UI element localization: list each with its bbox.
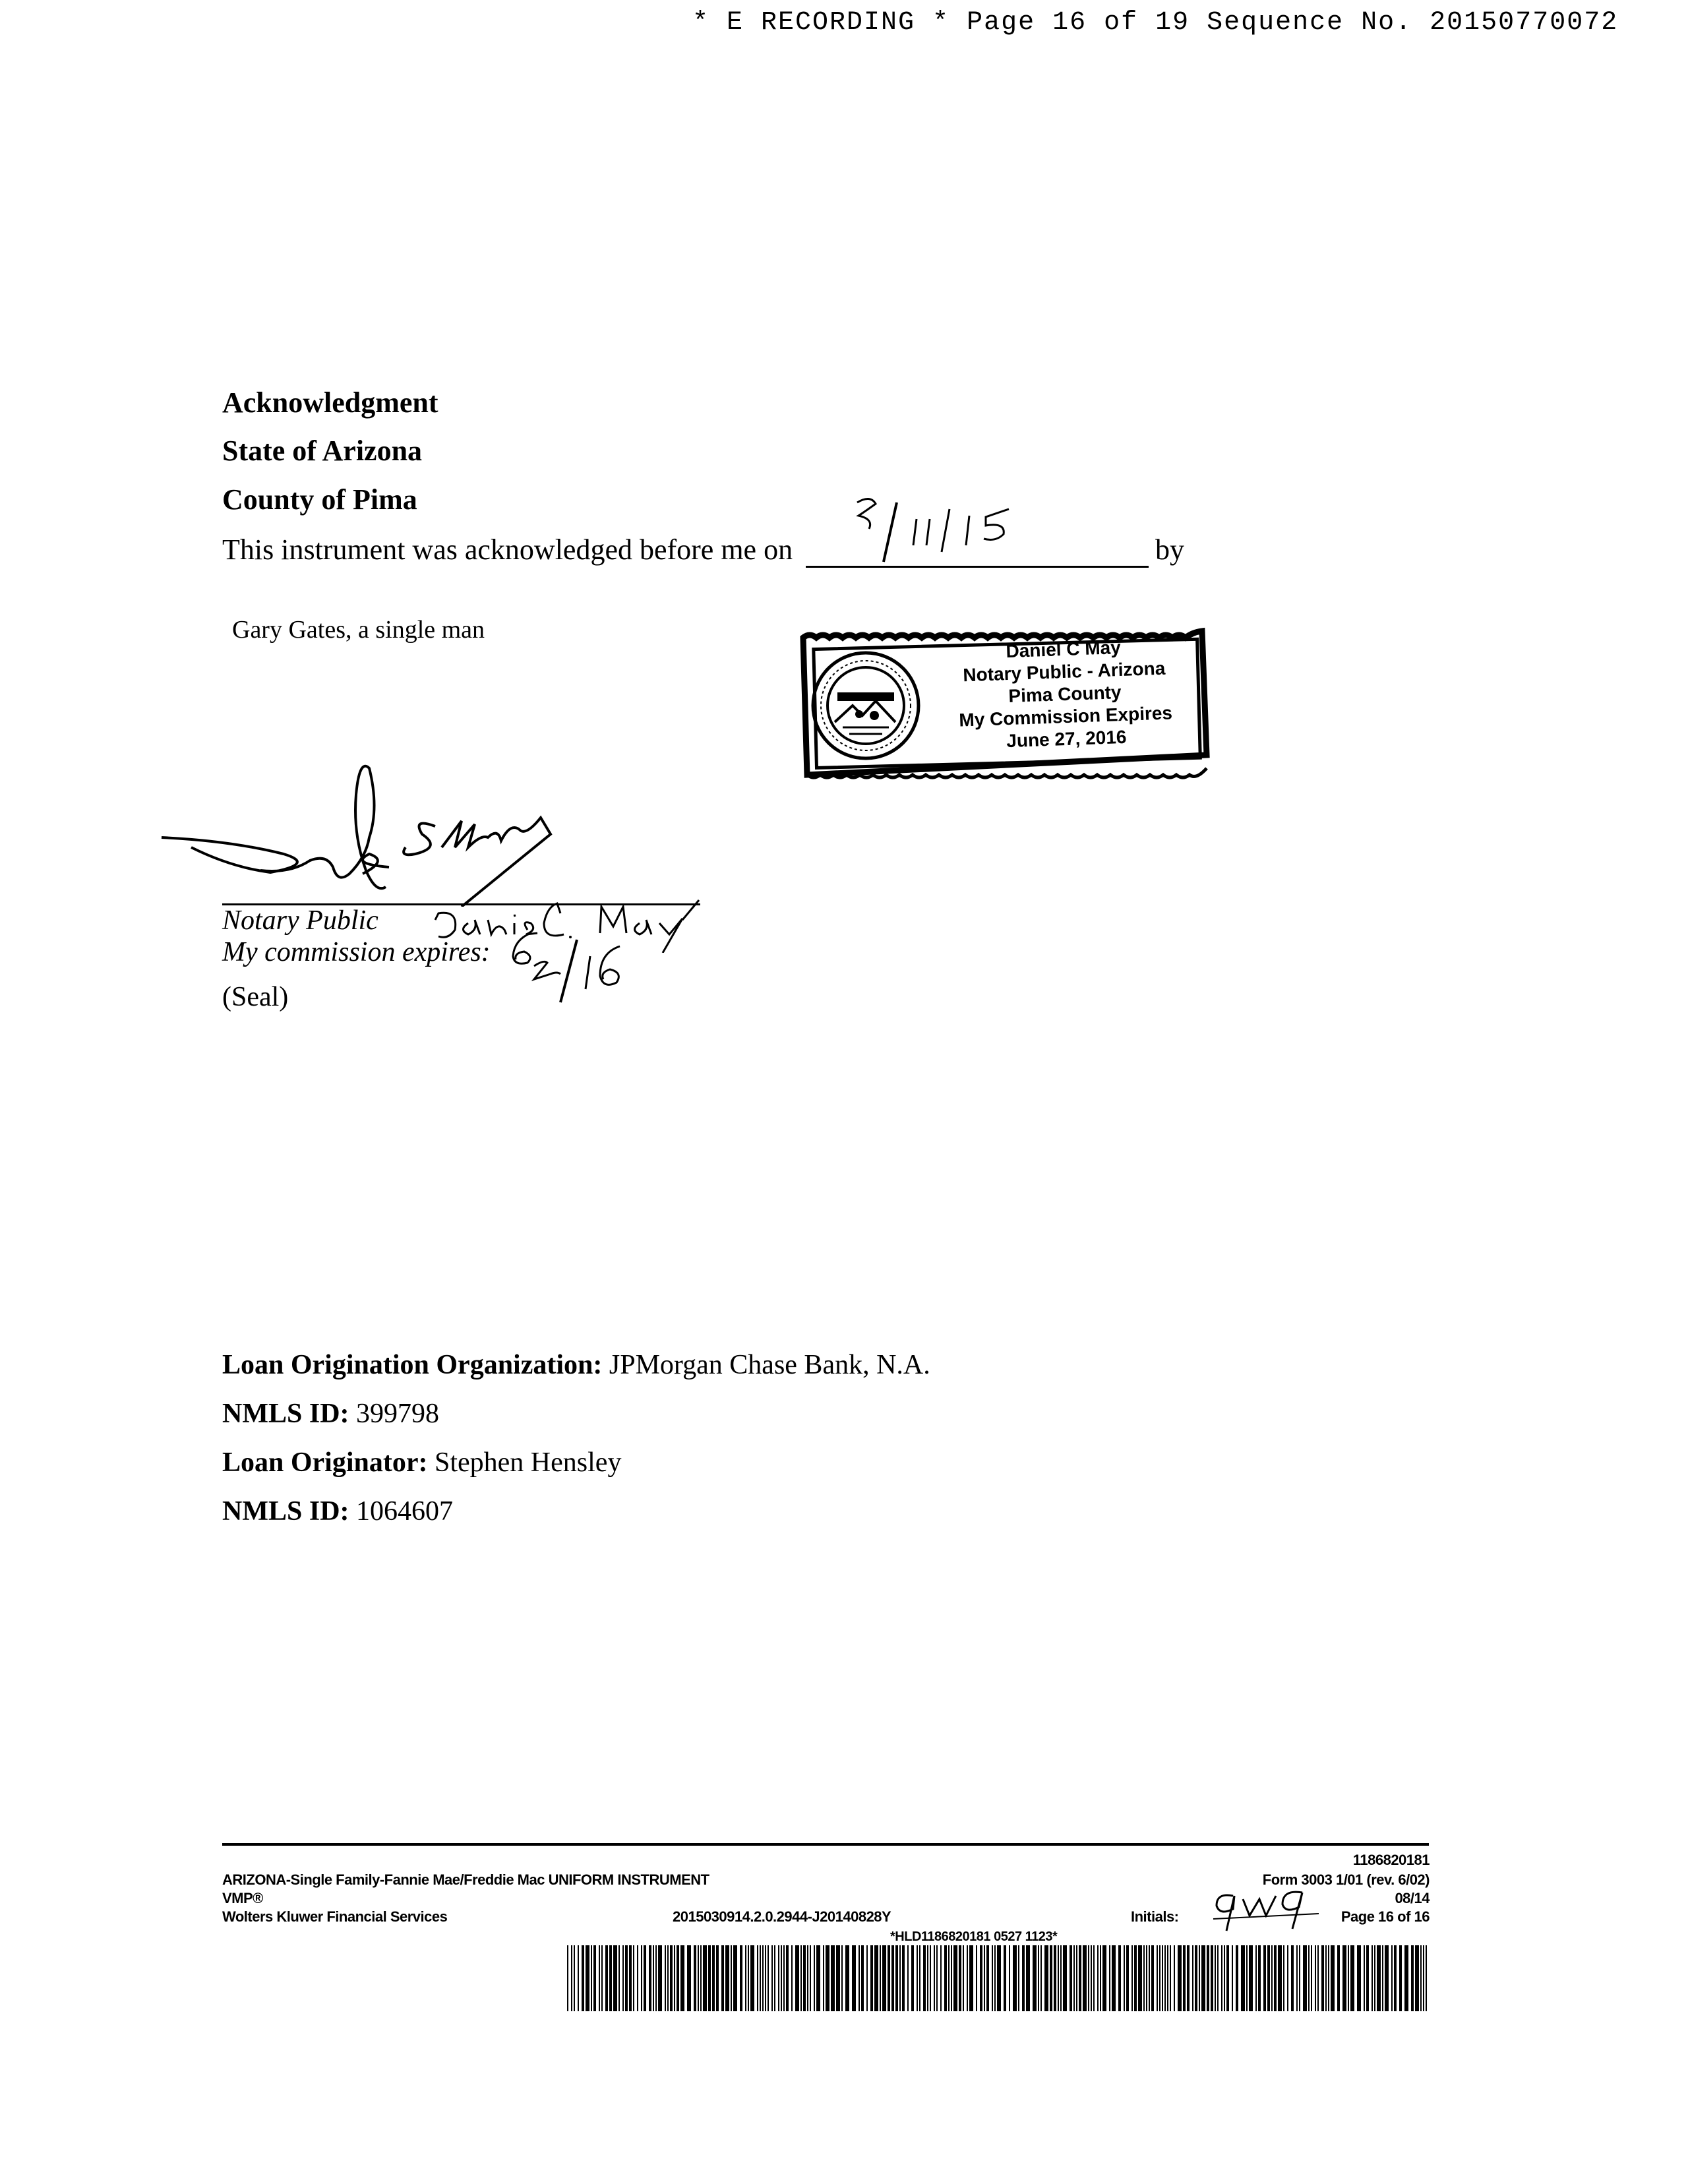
commission-expires-label: My commission expires: bbox=[222, 937, 491, 967]
barcode bbox=[567, 1945, 1430, 2011]
organization-nmls-row bbox=[222, 1398, 439, 1430]
stamp-commission-label: My Commission Expires bbox=[958, 702, 1173, 731]
acknowledgment-county: County of Pima bbox=[222, 483, 417, 516]
loan-originator-row bbox=[222, 1447, 621, 1478]
loan-originator-label: Loan Originator: bbox=[222, 1447, 428, 1478]
footer-publisher: Wolters Kluwer Financial Services bbox=[222, 1908, 448, 1925]
handwritten-date-signature bbox=[844, 489, 1042, 568]
seal-label: (Seal) bbox=[222, 982, 289, 1012]
handwritten-commission-expiry bbox=[508, 926, 653, 1006]
footer-page-number: Page 16 of 16 bbox=[1341, 1908, 1430, 1925]
loan-org-value: JPMorgan Chase Bank, N.A. bbox=[609, 1350, 930, 1380]
nmls-id-value: 399798 bbox=[356, 1399, 440, 1429]
footer-initials-label: Initials: bbox=[1131, 1908, 1179, 1925]
notary-stamp-text bbox=[924, 634, 1205, 756]
stamp-commission-date: June 27, 2016 bbox=[1006, 726, 1127, 752]
loan-origination-organization-row bbox=[222, 1349, 930, 1381]
footer-instrument-title: ARIZONA-Single Family-Fannie Mae/Freddie Mac UNIFORM INSTRUMENT bbox=[222, 1871, 709, 1888]
acknowledgment-state: State of Arizona bbox=[222, 435, 423, 467]
stamp-notary-title: Notary Public - Arizona bbox=[962, 657, 1166, 686]
nmls-id-value: 1064607 bbox=[356, 1496, 454, 1527]
acknowledgment-by-label: by bbox=[1155, 533, 1184, 566]
footer-vmp: VMP® bbox=[222, 1890, 263, 1906]
footer-form-number: Form 3003 1/01 (rev. 6/02) bbox=[1262, 1871, 1430, 1888]
acknowledgment-title: Acknowledgment bbox=[222, 386, 438, 419]
barcode-text: *HLD1186820181 0527 1123* bbox=[890, 1929, 1058, 1944]
footer-loan-number: 1186820181 bbox=[1352, 1852, 1430, 1868]
footer-date-code: 08/14 bbox=[1395, 1890, 1430, 1906]
stamp-notary-name: Daniel C May bbox=[1005, 637, 1122, 662]
acknowledgment-statement: This instrument was acknowledged before me on bbox=[222, 533, 793, 566]
notary-public-label: Notary Public bbox=[222, 905, 378, 936]
notary-signature bbox=[152, 755, 626, 907]
originator-nmls-row bbox=[222, 1496, 453, 1527]
loan-originator-value: Stephen Hensley bbox=[435, 1447, 622, 1478]
footer-rule bbox=[222, 1843, 1429, 1846]
footer-document-id: 2015030914.2.0.2944-J20140828Y bbox=[673, 1908, 891, 1925]
nmls-id-label: NMLS ID: bbox=[222, 1496, 349, 1527]
handwritten-initials bbox=[1207, 1879, 1325, 1932]
signer-name: Gary Gates, a single man bbox=[232, 616, 485, 644]
loan-org-label: Loan Origination Organization: bbox=[222, 1350, 603, 1380]
nmls-id-label: NMLS ID: bbox=[222, 1399, 349, 1429]
stamp-county: Pima County bbox=[1008, 682, 1122, 706]
recording-header: * E RECORDING * Page 16 of 19 Sequence No. 20150770072 bbox=[692, 8, 1619, 38]
